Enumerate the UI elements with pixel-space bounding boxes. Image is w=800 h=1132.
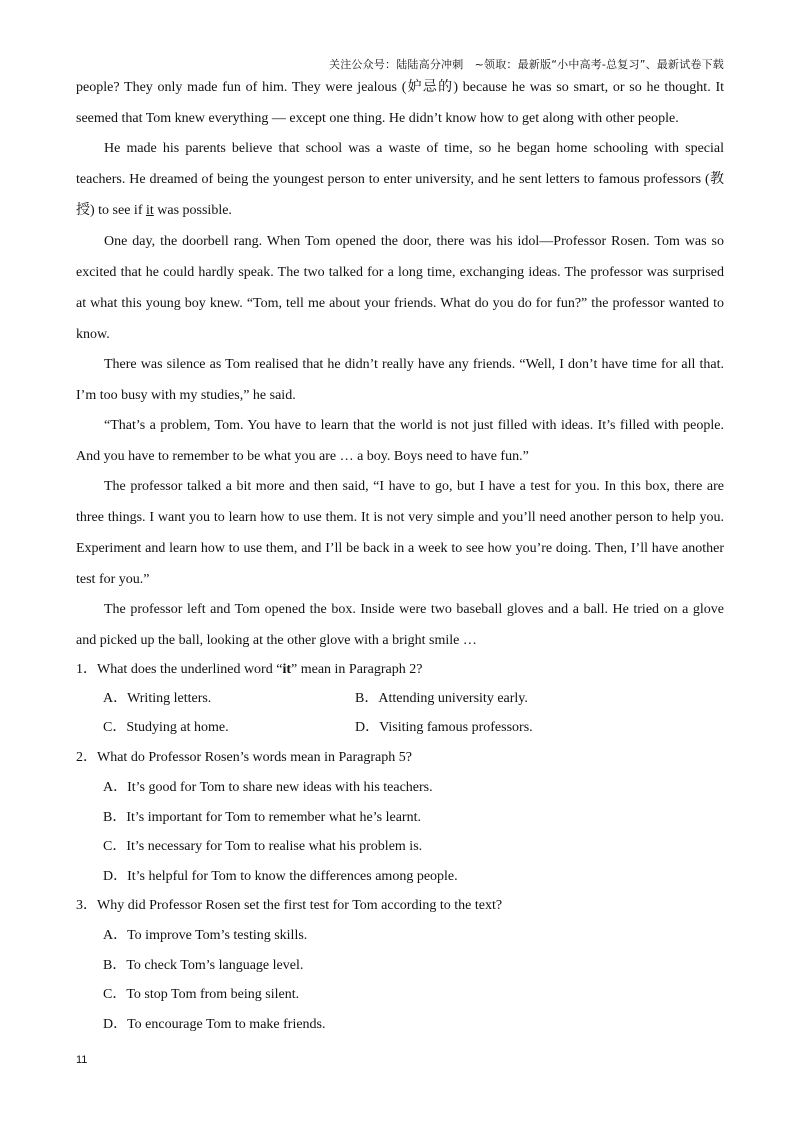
q2-option-a[interactable]: A．It’s good for Tom to share new ideas with his teachers.	[103, 780, 433, 795]
paragraph-text: The professor left and Tom opened the box. Inside were two baseball gloves and a ball. He tried on a glove and picked up the ball, looking at the other glove with a bright smile …	[76, 602, 724, 648]
passage-paragraph-5	[76, 410, 724, 472]
paragraph-text: The professor talked a bit more and then said, “I have to go, but I have a test for you. In this box, there are three things. I want you to learn how to use them. It is not very simple and you’ll need another person to help you. Experiment and learn how to use them, and I’ll be back in a week to see how you’re doing. Then, I’ll have another test for you.”	[76, 479, 724, 587]
q3-option-d[interactable]: D．To encourage Tom to make friends.	[103, 1017, 326, 1032]
underlined-word: it	[145, 203, 154, 218]
q1-option-d[interactable]: D．Visiting famous professors.	[355, 720, 533, 735]
passage-paragraph-1	[76, 72, 724, 134]
q3-option-c[interactable]: C．To stop Tom from being silent.	[103, 987, 300, 1002]
q2-option-b[interactable]: B．It’s important for Tom to remember what he’s learnt.	[103, 810, 421, 825]
paragraph-text: There was silence as Tom realised that he didn’t really have any friends. “Well, I don’t have time for all that. I’m too busy with my studies,” he said.	[76, 357, 724, 403]
paragraph-text: “That’s a problem, Tom. You have to learn that the world is not just filled with ideas. It’s filled with people. And you have to remember to be what you are … a boy. Boys need to have fun.”	[76, 418, 724, 464]
paragraph-text: was possible.	[153, 203, 232, 218]
question-2-stem: 2．What do Professor Rosen’s words mean in Paragraph 5?	[76, 750, 412, 765]
passage-paragraph-3	[76, 226, 724, 350]
paragraph-text: One day, the doorbell rang. When Tom opened the door, there was his idol—Professor Rosen. Tom was so excited that he could hardly speak. The two talked for a long time, exchanging ideas. The professor was surprised at what this young boy knew. “Tom, tell me about your friends. What do you do for fun?” the professor wanted to know.	[76, 234, 724, 342]
question-3-stem: 3．Why did Professor Rosen set the first test for Tom according to the text?	[76, 898, 503, 913]
bold-word: it	[282, 662, 292, 677]
passage-paragraph-2	[76, 133, 724, 226]
paragraph-text: He made his parents believe that school was a waste of time, so he began home schooling with special teachers. He dreamed of being the youngest person to enter university, and he sent letters to famous professors (教授) to see if	[76, 141, 724, 218]
passage-paragraph-4	[76, 349, 724, 411]
q1-option-c[interactable]: C．Studying at home.	[103, 720, 229, 735]
question-1-stem	[76, 660, 422, 680]
q2-option-c[interactable]: C．It’s necessary for Tom to realise what his problem is.	[103, 839, 423, 854]
q2-option-d[interactable]: D．It’s helpful for Tom to know the differences among people.	[103, 869, 458, 884]
q3-option-b[interactable]: B．To check Tom’s language level.	[103, 958, 304, 973]
passage-paragraph-7	[76, 594, 724, 656]
q1-option-b[interactable]: B．Attending university early.	[355, 691, 528, 706]
question-text: 1．What does the underlined word “	[76, 662, 283, 677]
q3-option-a[interactable]: A．To improve Tom’s testing skills.	[103, 928, 308, 943]
passage-paragraph-6	[76, 471, 724, 595]
q1-option-a[interactable]: A．Writing letters.	[103, 691, 212, 706]
page-number: 11	[76, 1054, 88, 1066]
paragraph-text: people? They only made fun of him. They were jealous (妒忌的) because he was so smart, or so he thought. It seemed that Tom knew everything — except one thing. He didn’t know how to get along with other people.	[76, 80, 724, 126]
page-header: 关注公众号：陆陆高分冲刺 ~领取：最新版“小中高考-总复习”、最新试卷下载	[329, 58, 724, 71]
question-text: ” mean in Paragraph 2?	[291, 662, 423, 677]
